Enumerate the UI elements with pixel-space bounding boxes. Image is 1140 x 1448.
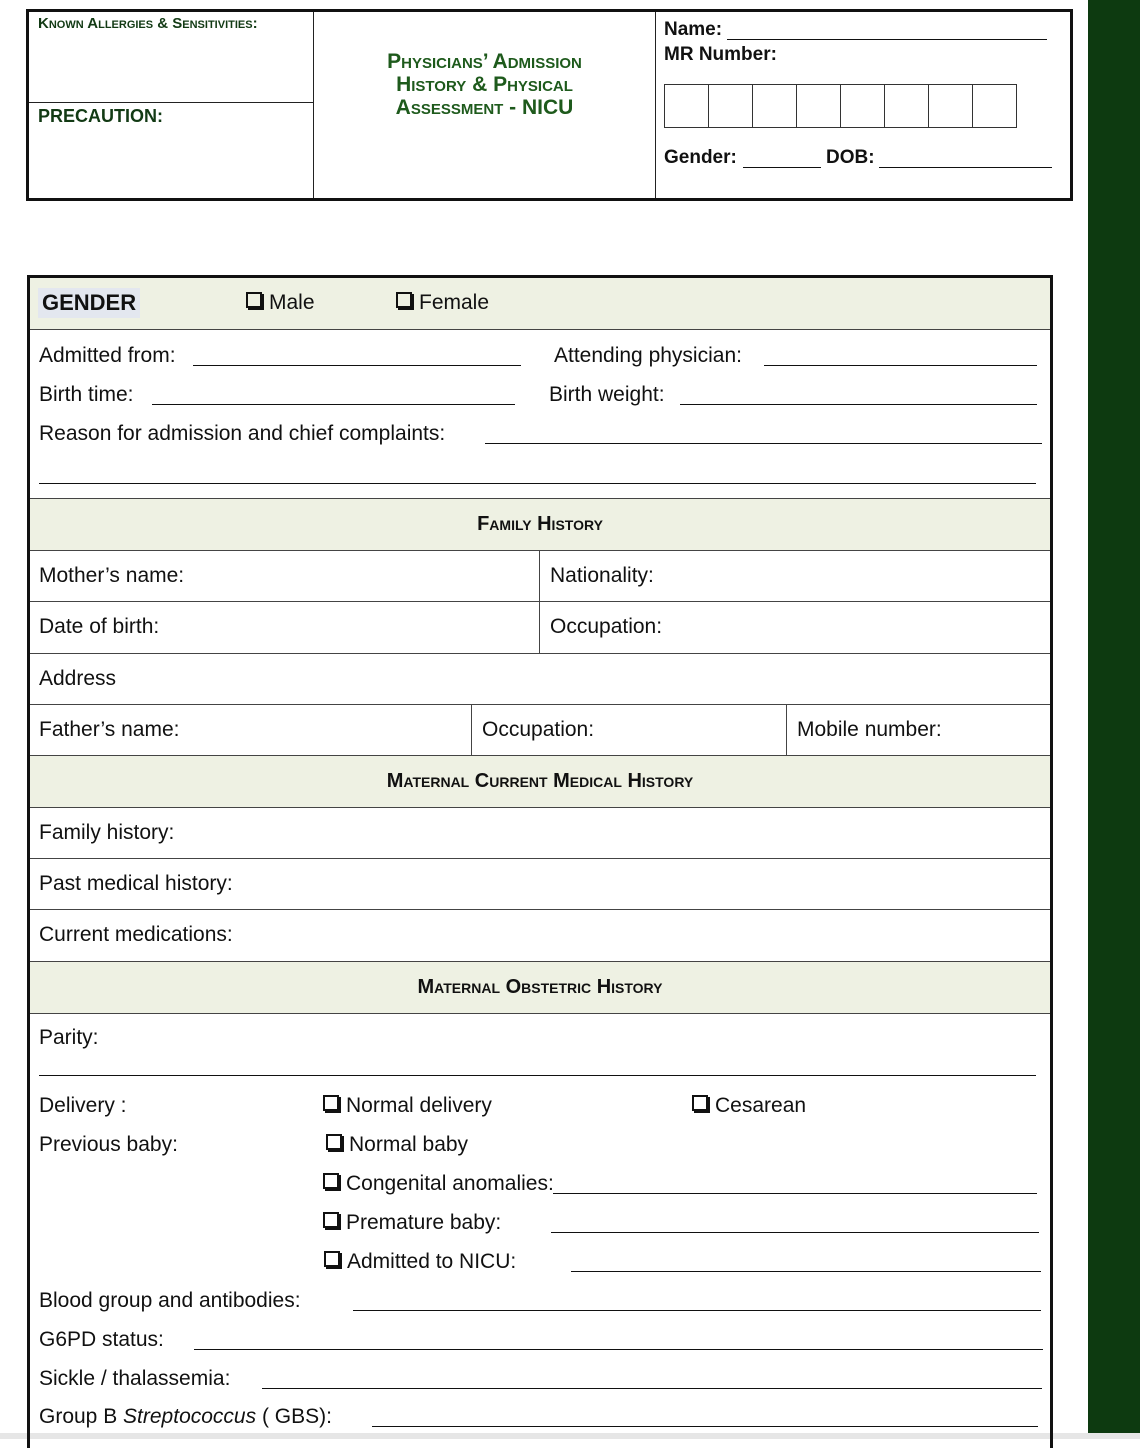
- allergies-label: Known Allergies & Sensitivities:: [38, 15, 258, 32]
- patient-name-field[interactable]: [727, 39, 1047, 40]
- sickle-label: Sickle / thalassemia:: [39, 1367, 231, 1390]
- header-box: [26, 9, 1073, 201]
- current-medications-label[interactable]: Current medications:: [39, 923, 233, 946]
- premature-baby-label: Premature baby:: [346, 1211, 502, 1234]
- checkbox-icon[interactable]: [396, 292, 412, 308]
- sickle-field[interactable]: [262, 1388, 1042, 1389]
- gbs-label: [39, 1405, 332, 1429]
- parity-label: Parity:: [39, 1026, 99, 1049]
- maternal-medical-band: [30, 756, 1050, 808]
- normal-baby-option[interactable]: [326, 1133, 468, 1157]
- admitted-nicu-field[interactable]: [571, 1271, 1041, 1272]
- patient-name-label: Name:: [664, 19, 723, 40]
- normal-delivery-label: Normal delivery: [346, 1094, 492, 1117]
- header-gender-field[interactable]: [743, 167, 821, 168]
- mr-digit-box[interactable]: [929, 85, 973, 127]
- mobile-number-label[interactable]: Mobile number:: [797, 718, 942, 741]
- mr-digit-box[interactable]: [797, 85, 841, 127]
- male-option[interactable]: [246, 291, 315, 315]
- mothers-name-label[interactable]: Mother’s name:: [39, 564, 185, 587]
- checkbox-icon[interactable]: [324, 1251, 340, 1267]
- column-divider: [29, 102, 313, 103]
- congenital-anomalies-option[interactable]: [323, 1172, 554, 1196]
- divider: [30, 704, 1050, 705]
- parity-field[interactable]: [39, 1075, 1036, 1076]
- congenital-anomalies-field[interactable]: [553, 1193, 1037, 1194]
- mr-digit-box[interactable]: [753, 85, 797, 127]
- nationality-label[interactable]: Nationality:: [550, 564, 654, 587]
- gbs-field[interactable]: [372, 1426, 1038, 1427]
- gbs-label-prefix: Group B: [39, 1405, 124, 1428]
- cesarean-option[interactable]: [692, 1094, 806, 1118]
- reason-field[interactable]: [485, 443, 1042, 444]
- congenital-anomalies-label: Congenital anomalies:: [346, 1172, 554, 1195]
- fathers-name-label[interactable]: Father’s name:: [39, 718, 180, 741]
- blood-group-label: Blood group and antibodies:: [39, 1289, 301, 1312]
- reason-field-continued[interactable]: [39, 483, 1036, 484]
- g6pd-label: G6PD status:: [39, 1328, 164, 1351]
- male-label: Male: [269, 291, 315, 314]
- form-title-line-2: History & Physical: [396, 73, 573, 96]
- mr-digit-box[interactable]: [973, 85, 1016, 127]
- form-title-line-1: Physicians’ Admission: [387, 50, 582, 73]
- previous-baby-label: Previous baby:: [39, 1133, 178, 1156]
- checkbox-icon[interactable]: [323, 1173, 339, 1189]
- family-history-title: Family History: [477, 513, 603, 535]
- form-title: [314, 50, 655, 119]
- normal-delivery-option[interactable]: [323, 1094, 492, 1118]
- premature-baby-field[interactable]: [551, 1232, 1039, 1233]
- family-history-label[interactable]: Family history:: [39, 821, 175, 844]
- column-divider: [471, 704, 472, 755]
- mr-number-boxes[interactable]: [664, 84, 1017, 128]
- birth-time-field[interactable]: [152, 404, 515, 405]
- birth-weight-label: Birth weight:: [549, 383, 665, 406]
- female-option[interactable]: [396, 291, 489, 315]
- address-label[interactable]: Address: [39, 667, 117, 690]
- mr-number-label: MR Number:: [664, 44, 777, 65]
- header-dob-field[interactable]: [879, 167, 1052, 168]
- attending-physician-label: Attending physician:: [554, 344, 742, 367]
- checkbox-icon[interactable]: [692, 1095, 708, 1111]
- column-divider: [539, 550, 540, 653]
- father-occupation-label[interactable]: Occupation:: [482, 718, 595, 741]
- form-title-line-3: Assessment - NICU: [395, 96, 574, 119]
- premature-baby-option[interactable]: [323, 1211, 501, 1235]
- header-dob-label: DOB:: [826, 147, 875, 168]
- cesarean-label: Cesarean: [715, 1094, 807, 1117]
- birth-weight-field[interactable]: [680, 404, 1037, 405]
- allergy-precaution-column: [29, 12, 314, 198]
- checkbox-icon[interactable]: [326, 1134, 342, 1150]
- obstetric-band: [30, 962, 1050, 1014]
- delivery-label: Delivery :: [39, 1094, 127, 1117]
- mr-digit-box[interactable]: [841, 85, 885, 127]
- gbs-label-organism: Streptococcus: [123, 1405, 257, 1428]
- column-divider: [786, 704, 787, 755]
- divider: [30, 858, 1050, 859]
- divider: [30, 653, 1050, 654]
- header-gender-label: Gender:: [664, 147, 737, 168]
- checkbox-icon[interactable]: [323, 1212, 339, 1228]
- mother-occupation-label[interactable]: Occupation:: [550, 615, 663, 638]
- past-medical-history-label[interactable]: Past medical history:: [39, 872, 233, 895]
- mr-digit-box[interactable]: [885, 85, 929, 127]
- gender-band: [30, 278, 1050, 330]
- g6pd-field[interactable]: [194, 1349, 1043, 1350]
- divider: [30, 909, 1050, 910]
- female-label: Female: [419, 291, 490, 314]
- mr-digit-box[interactable]: [709, 85, 753, 127]
- divider: [30, 601, 1050, 602]
- admitted-nicu-label: Admitted to NICU:: [347, 1250, 517, 1273]
- reason-label: Reason for admission and chief complaints:: [39, 422, 446, 445]
- admission-form: [27, 275, 1053, 1448]
- side-color-bar: [1088, 0, 1140, 1439]
- admitted-from-field[interactable]: [193, 365, 521, 366]
- precaution-label: PRECAUTION:: [38, 106, 163, 126]
- obstetric-title: Maternal Obstetric History: [417, 976, 663, 998]
- blood-group-field[interactable]: [353, 1310, 1041, 1311]
- admitted-nicu-option[interactable]: [324, 1250, 516, 1274]
- date-of-birth-label[interactable]: Date of birth:: [39, 615, 160, 638]
- mr-digit-box[interactable]: [665, 85, 709, 127]
- title-column: [314, 12, 656, 198]
- checkbox-icon[interactable]: [246, 292, 262, 308]
- admitted-from-label: Admitted from:: [39, 344, 176, 367]
- gender-title: GENDER: [38, 288, 140, 318]
- normal-baby-label: Normal baby: [349, 1133, 469, 1156]
- gbs-label-suffix: ( GBS):: [256, 1405, 332, 1428]
- birth-time-label: Birth time:: [39, 383, 134, 406]
- checkbox-icon[interactable]: [323, 1095, 339, 1111]
- maternal-medical-title: Maternal Current Medical History: [386, 770, 694, 792]
- family-history-band: [30, 499, 1050, 551]
- attending-physician-field[interactable]: [764, 365, 1037, 366]
